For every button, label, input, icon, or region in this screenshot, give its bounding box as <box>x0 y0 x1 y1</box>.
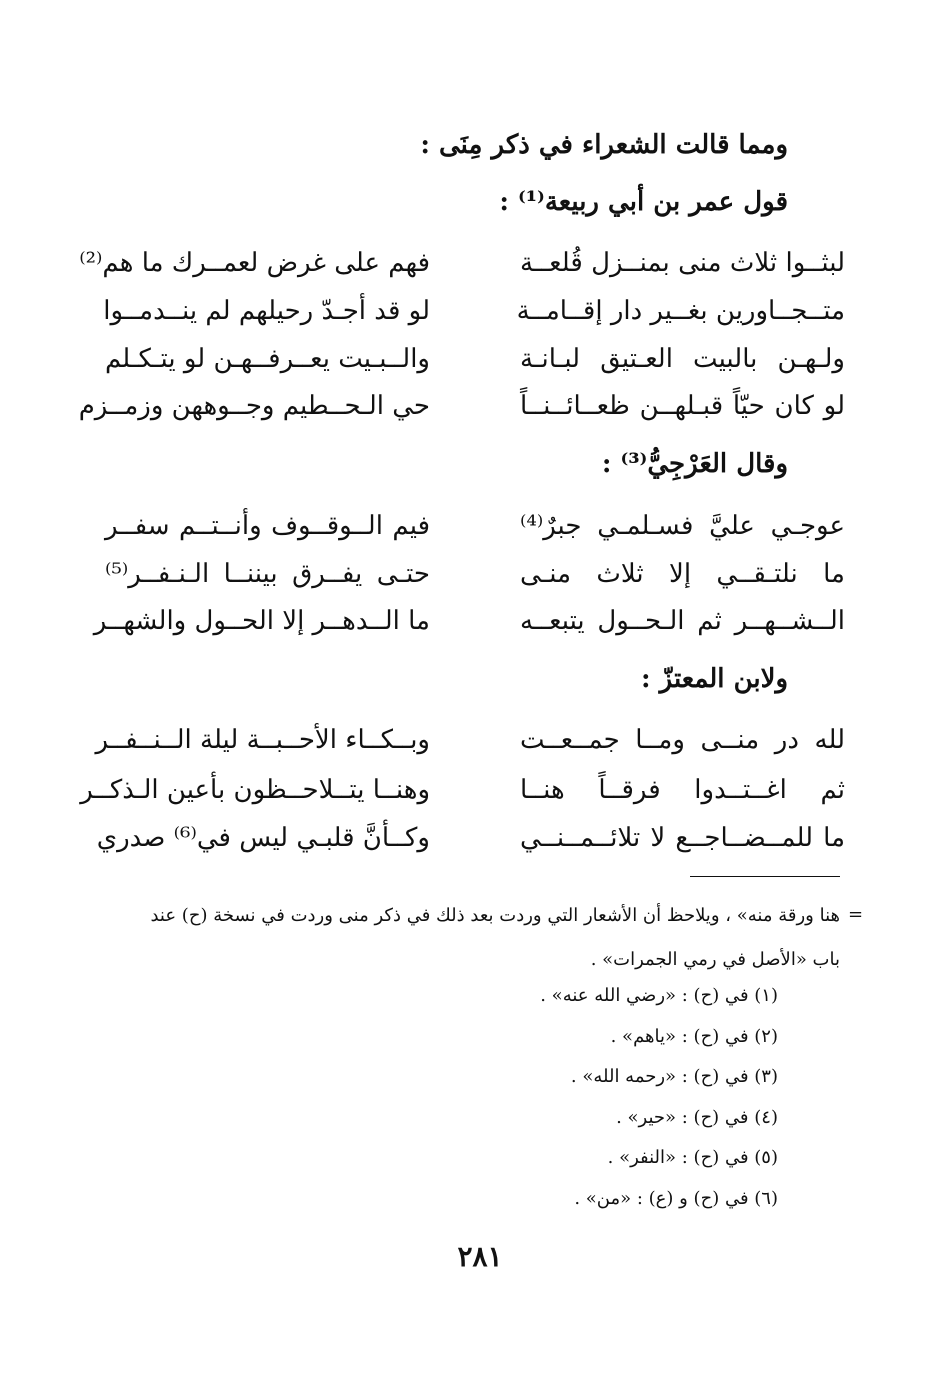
verse-first-hemistich: ولـهـن بالبيت العـتيق لبـانـة <box>520 344 845 374</box>
verse-second-hemistich: حي الـحــطيم وجــوههن وزمــزم <box>78 391 430 421</box>
footnote-item: (٥) في (ح) : «النفر» . <box>607 1147 778 1168</box>
verse-first-hemistich: متــجــاورين بغــير دار إقــامــة <box>516 296 845 326</box>
verse-second-hemistich: حتـى يفــرق بيننــا الـنـفــر⁽⁵⁾ <box>105 559 430 589</box>
verse-row <box>105 339 845 379</box>
footnote-separator <box>690 876 840 877</box>
verse-second-hemistich: وبــكــاء الأحــبــة ليلة الــنــفــر <box>95 725 430 755</box>
footnote-item: (١) في (ح) : «رضي الله عنه» . <box>540 985 778 1006</box>
verse-second-hemistich: فيم الــوقــوف وأنــتــم سفــر <box>105 511 430 541</box>
poet-heading-ibn-mutazz: ولابن المعتزّ : <box>640 664 788 694</box>
verse-first-hemistich: عوجـي عليَّ فسـلمـي جبرٌ⁽⁴⁾ <box>520 511 845 541</box>
verse-row <box>79 243 845 283</box>
verse-row <box>96 818 845 858</box>
poet-heading-arji: وقال العَرْجِيُّ⁽³⁾ : <box>601 449 788 479</box>
verse-second-hemistich: وكــأنَّ قلبـي ليس في⁽⁶⁾ صدري <box>96 823 430 853</box>
verse-row <box>93 601 845 641</box>
footnote-continuation-text: هنا ورقة منه» ، ويلاحظ أن الأشعار التي وردت بعد ذلك في ذكر منى وردت في نسخة (ح) عند باب «الأصل في رمي الجمرات» . <box>150 905 840 970</box>
verse-second-hemistich: فهم على غرض لعمــرك ما هم⁽²⁾ <box>79 248 430 278</box>
footnote-item: (٢) في (ح) : «ياهم» . <box>610 1025 778 1047</box>
footnote-item: (٣) في (ح) : «رحمه الله» . <box>570 1066 778 1087</box>
verse-second-hemistich: والــبـيت يعــرفــهـن لو يتـكـلم <box>105 344 430 374</box>
verse-first-hemistich: ما نلتـقــي إلا ثلاث منـى <box>520 559 845 589</box>
verse-first-hemistich: ما للمــضــاجــع لا تلائــمــنــي <box>520 823 845 853</box>
verse-second-hemistich: ما الــدهــر إلا الحــول والشهــر <box>93 606 430 636</box>
verse-first-hemistich: ثم اغــتــدوا فرقــاً هنــا <box>520 775 845 805</box>
footnote-item: (٤) في (ح) : «حير» . <box>616 1106 778 1128</box>
verse-row <box>105 554 845 594</box>
verse-row <box>78 386 845 426</box>
verse-row <box>80 770 845 810</box>
verse-row <box>95 720 845 760</box>
verse-row <box>105 291 845 331</box>
verse-first-hemistich: لبثــوا ثلاث منى بمنــزل قُلعــة <box>520 248 845 278</box>
section-title: ومما قالت الشعراء في ذكر مِنَى : <box>420 130 788 160</box>
footnote-item: (٦) في (ح) و (ع) : «من» . <box>574 1187 778 1209</box>
footnote-continuation-marker: = <box>848 904 864 925</box>
verse-first-hemistich: لله در منــى ومــا جمــعــت <box>520 725 845 755</box>
verse-second-hemistich: وهنــا يتــلاحــظون بأعين الـذكــر <box>80 775 430 805</box>
page-number: ٢٨١ <box>457 1240 503 1273</box>
poet-heading-umar: قول عمر بن أبي ربيعة⁽¹⁾ : <box>499 187 788 217</box>
verse-first-hemistich: الــشــهــر ثم الـحــول يتبعــه <box>520 606 845 636</box>
verse-first-hemistich: لو كان حيّاً قبـلهــن ظعــائــنــاً <box>520 391 845 421</box>
footnote-list <box>278 976 778 1219</box>
verse-second-hemistich: لو قد أجـدّ رحيلهم لم ينــدمــوا <box>103 296 430 326</box>
verse-row <box>105 506 845 546</box>
